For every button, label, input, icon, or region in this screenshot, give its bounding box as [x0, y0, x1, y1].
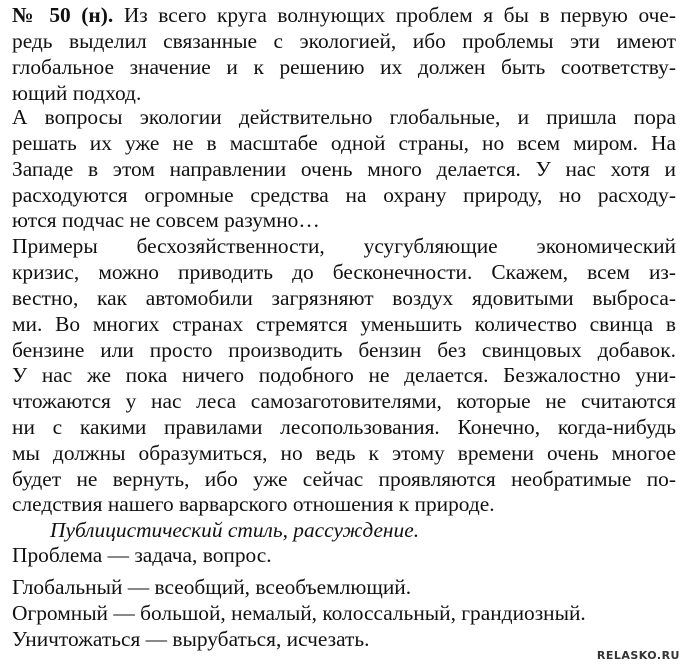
paragraph-2-line-5: ются подчас не совсем разумно… — [12, 208, 320, 232]
paragraph-3-line-4: ми. Во многих странах стремятся уменьшить количество свинца в — [12, 312, 676, 336]
paragraph-2-line-3: Западе в этом направлении очень много делается. У нас хотя и — [12, 157, 676, 181]
definition-line-3: Огромный — большой, немалый, колоссальный, грандиозный. — [12, 601, 586, 625]
paragraph-1-text: Из всего круга волнующих проблем я бы в первую оче- — [123, 3, 676, 27]
paragraph-3-line-8: ни с какими правилами лесопользования. Конечно, когда-нибудь — [12, 415, 676, 439]
paragraph-3-line-6: У нас же пока ничего подобного не делается. Безжалостно уни- — [12, 363, 676, 387]
paragraph-3-line-1: Примеры бесхозяйственности, усугубляющие экономический — [12, 234, 676, 258]
definition-line-1: Проблема — задача, вопрос. — [12, 543, 272, 567]
paragraph-2-line-4: расходуются огромные средства на охрану природу, но расходу- — [12, 183, 676, 207]
paragraph-3-line-7: чтожаются у нас леса самозаготовителями, которые не считаются — [12, 389, 676, 413]
paragraph-1-line-2: редь выделил связанные с экологией, ибо проблемы эти имеют — [12, 29, 676, 53]
paragraph-2-line-2: решать их уже не в масштабе одной страны, но всем миром. На — [12, 131, 676, 155]
style-note: Публицистический стиль, рассуждение. — [50, 518, 420, 542]
paragraph-1-line-4: ющий подход. — [12, 81, 142, 105]
definition-line-4: Уничтожаться — вырубаться, исчезать. — [12, 627, 370, 651]
paragraph-3-line-3: вестно, как автомобили загрязняют воздух ядовитыми выброса- — [12, 286, 676, 310]
definition-line-2: Глобальный — всеобщий, всеобъемлющий. — [12, 575, 412, 599]
document-page — [12, 0, 676, 666]
paragraph-3-line-11: следствия нашего варварского отношения к природе. — [12, 492, 495, 516]
paragraph-1-line-1 — [12, 2, 676, 28]
paragraph-3-line-9: мы должны образумиться, но ведь к этому времени очень многое — [12, 441, 676, 465]
exercise-number: № 50 (н). — [12, 3, 114, 27]
paragraph-2-line-1: А вопросы экологии действительно глобальные, и пришла пора — [12, 105, 676, 129]
paragraph-1-line-3: глобальное значение и к решению их должен быть соответству- — [12, 55, 676, 79]
paragraph-3-line-2: кризис, можно приводить до бесконечности. Скажем, всем из- — [12, 260, 676, 284]
paragraph-3-line-5: бензине или просто производить бензин без свинцовых добавок. — [12, 338, 676, 362]
paragraph-3-line-10: будет не вернуть, ибо уже сейчас проявляются необратимые по- — [12, 467, 676, 491]
site-watermark: RELASKO.RU — [596, 649, 680, 662]
